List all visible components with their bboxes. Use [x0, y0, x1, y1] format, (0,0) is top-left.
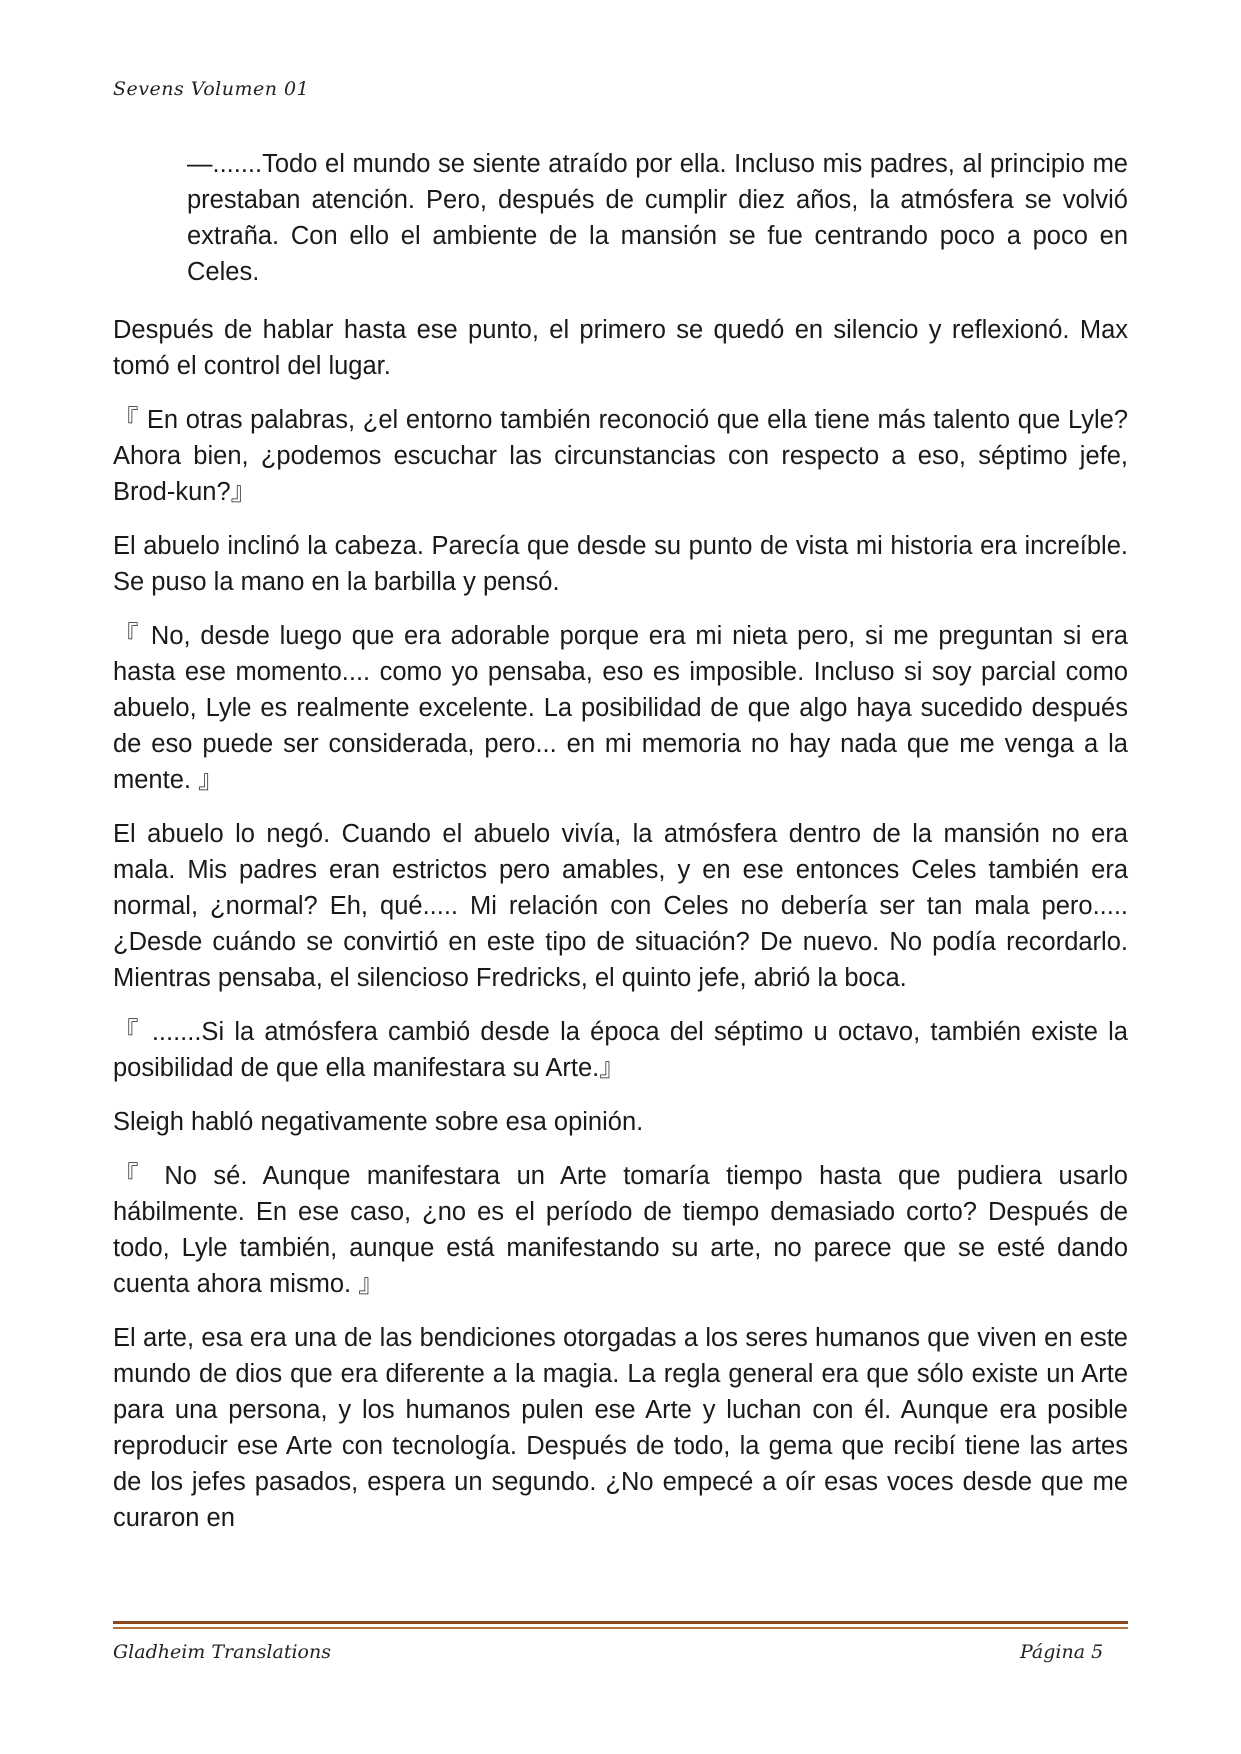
running-header: Sevens Volumen 01 — [113, 78, 310, 100]
body-paragraph: El abuelo inclinó la cabeza. Parecía que desde su punto de vista mi historia era increíble. Se puso la mano en la barbilla y pensó. — [113, 532, 1128, 596]
dialogue-paragraph: 『 .......Si la atmósfera cambió desde la época del séptimo u octavo, también existe la posibilidad de que ella manifestara su Arte.』 — [113, 1018, 1128, 1082]
dialogue-paragraph: 『 No sé. Aunque manifestara un Arte tomaría tiempo hasta que pudiera usarlo hábilmente. En ese caso, ¿no es el período de tiempo demasiado corto? Después de todo, Lyle también, aunque está manifestando su arte, no parece que se esté dando cuenta ahora mismo. 』 — [113, 1162, 1128, 1298]
body-paragraph: El abuelo lo negó. Cuando el abuelo vivía, la atmósfera dentro de la mansión no era mala. Mis padres eran estrictos pero amables, y en ese entonces Celes también era normal, ¿normal? Eh, qué..... Mi relación con Celes no debería ser tan mala pero..... ¿Desde cuándo se convirtió en este tipo de situación? De nuevo. No podía recordarlo. Mientras pensaba, el silencioso Fredricks, el quinto jefe, abrió la boca. — [113, 820, 1128, 992]
body-paragraph: —.......Todo el mundo se siente atraído por ella. Incluso mis padres, al principio me prestaban atención. Pero, después de cumplir diez años, la atmósfera se volvió extraña. Con ello el ambiente de la mansión se fue centrando poco a poco en Celes. — [187, 150, 1128, 286]
page-number: Página 5 — [1020, 1641, 1104, 1663]
dialogue-paragraph: 『 No, desde luego que era adorable porque era mi nieta pero, si me preguntan si era hasta ese momento.... como yo pensaba, eso es imposible. Incluso si soy parcial como abuelo, Lyle es realmente excelente. La posibilidad de que algo haya sucedido después de eso puede ser considerada, pero... en mi memoria no hay nada que me venga a la mente. 』 — [113, 622, 1128, 794]
body-paragraph: Sleigh habló negativamente sobre esa opinión. — [113, 1108, 644, 1136]
body-paragraph: Después de hablar hasta ese punto, el primero se quedó en silencio y reflexionó. Max tomó el control del lugar. — [113, 316, 1128, 380]
footer-rule-light — [113, 1627, 1128, 1629]
dialogue-paragraph: 『 En otras palabras, ¿el entorno también reconoció que ella tiene más talento que Lyle? Ahora bien, ¿podemos escuchar las circunstancias con respecto a eso, séptimo jefe, Brod-kun?』 — [113, 406, 1128, 506]
page-body — [113, 146, 1128, 1554]
footer-publisher: Gladheim Translations — [113, 1641, 331, 1663]
body-paragraph: El arte, esa era una de las bendiciones otorgadas a los seres humanos que viven en este mundo de dios que era diferente a la magia. La regla general era que sólo existe un Arte para una persona, y los humanos pulen ese Arte y luchan con él. Aunque era posible reproducir ese Arte con tecnología. Después de todo, la gema que recibí tiene las artes de los jefes pasados, espera un segundo. ¿No empecé a oír esas voces desde que me curaron en — [113, 1324, 1128, 1532]
footer-rule-dark — [113, 1621, 1128, 1624]
